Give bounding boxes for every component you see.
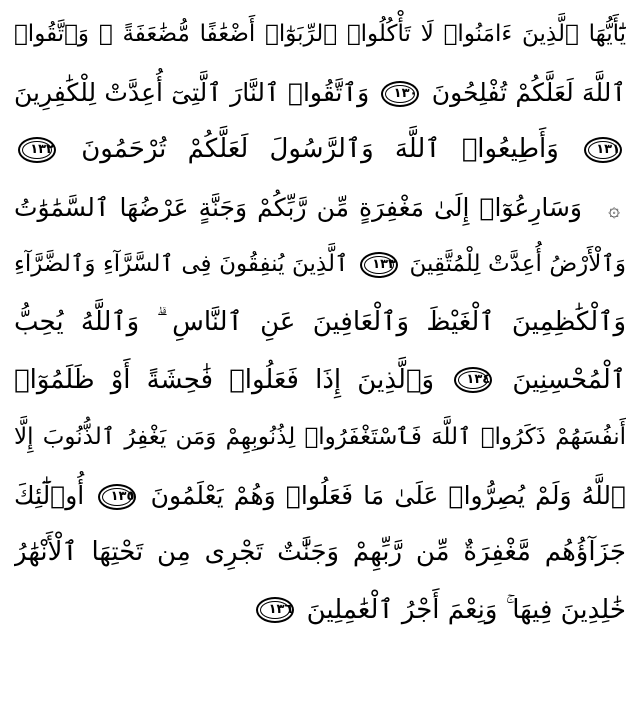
line-3-text-1: وَأَطِيعُوا۟ ٱللَّهَ وَٱلرَّسُولَ لَعَلَّكُمْ تُرْحَمُونَ	[81, 134, 559, 165]
text-line-1	[14, 6, 626, 64]
line-7-text-2: وَٱلَّذِينَ إِذَا فَعَلُوا۟ فَٰحِشَةً أَوْ ظَلَمُوٓا۟	[14, 364, 435, 395]
text-line-2	[14, 64, 626, 122]
text-line-3	[14, 121, 626, 179]
line-2-text-2: وَٱتَّقُوا۟ ٱلنَّارَ ٱلَّتِىٓ أُعِدَّتْ لِلْكَٰفِرِينَ	[14, 77, 370, 107]
line-8-text-1: أَنفُسَهُمْ ذَكَرُوا۟ ٱللَّهَ فَٱسْتَغْفَرُوا۟ لِذُنُوبِهِمْ وَمَن يَغْفِرُ ٱلذُّنُوبَ إِلَّا	[14, 424, 626, 451]
ayah-number: ١٣٤	[466, 372, 491, 388]
ayah-number: ١٣٣	[372, 256, 396, 272]
line-2-text-1: ٱللَّهَ لَعَلَّكُمْ تُفْلِحُونَ	[431, 77, 626, 107]
ayah-marker-131	[584, 137, 622, 163]
line-10-text-1: جَزَآؤُهُم مَّغْفِرَةٌ مِّن رَّبِّهِمْ وَجَنَّٰتٌ تَجْرِى مِن تَحْتِهَا ٱلْأَنْهَٰرُ	[14, 537, 626, 568]
line-6-text-1: وَٱلْكَٰظِمِينَ ٱلْغَيْظَ وَٱلْعَافِينَ عَنِ ٱلنَّاسِ ۗ وَٱللَّهُ يُحِبُّ	[14, 306, 626, 337]
text-line-7	[14, 352, 626, 410]
ayah-number: ١٣٦	[268, 602, 293, 618]
ayah-number: ١٣١	[596, 141, 621, 157]
text-line-4	[14, 179, 626, 237]
ayah-marker-135	[98, 484, 136, 510]
line-9-text-2: أُو۟لَٰٓئِكَ	[14, 480, 85, 510]
ayah-number: ١٣٢	[30, 141, 54, 157]
text-line-11	[14, 582, 626, 640]
ayah-marker-133	[360, 252, 398, 278]
ayah-number: ١٣٥	[110, 488, 135, 504]
ayah-number: ١٣٠	[393, 85, 418, 101]
text-line-5	[14, 236, 626, 294]
text-line-8	[14, 409, 626, 467]
line-9-text-1: ٱللَّهُ وَلَمْ يُصِرُّوا۟ عَلَىٰ مَا فَعَلُوا۟ وَهُمْ يَعْلَمُونَ	[150, 480, 626, 510]
text-line-6	[14, 294, 626, 352]
line-5-text-1: وَٱلْأَرْضُ أُعِدَّتْ لِلْمُتَّقِينَ	[409, 251, 626, 278]
text-line-9	[14, 467, 626, 525]
ayah-marker-130	[381, 81, 419, 107]
hizb-marker-icon: ۞	[608, 196, 620, 221]
line-1-text-1: يَٰٓأَيُّهَا ٱلَّذِينَ ءَامَنُوا۟ لَا تَأْكُلُوا۟ ٱلرِّبَوٰٓا۟ أَضْعَٰفًا مُّضَٰعَفَةً ۖ وَٱتَّقُوا۟	[14, 21, 626, 47]
line-7-text-1: ٱلْمُحْسِنِينَ	[512, 364, 626, 395]
line-4-text-1: وَسَارِعُوٓا۟ إِلَىٰ مَغْفِرَةٍ مِّن رَّبِّكُمْ وَجَنَّةٍ عَرْضُهَا ٱلسَّمَٰوَٰتُ	[14, 192, 582, 222]
line-11-text-1: خَٰلِدِينَ فِيهَا ۚ وَنِعْمَ أَجْرُ ٱلْعَٰمِلِينَ	[306, 594, 626, 625]
ayah-marker-132	[18, 137, 56, 163]
ayah-marker-134	[454, 367, 492, 393]
line-5-text-2: ٱلَّذِينَ يُنفِقُونَ فِى ٱلسَّرَّآءِ وَٱلضَّرَّآءِ	[14, 251, 349, 278]
text-line-10	[14, 524, 626, 582]
ayah-marker-136	[256, 597, 294, 623]
